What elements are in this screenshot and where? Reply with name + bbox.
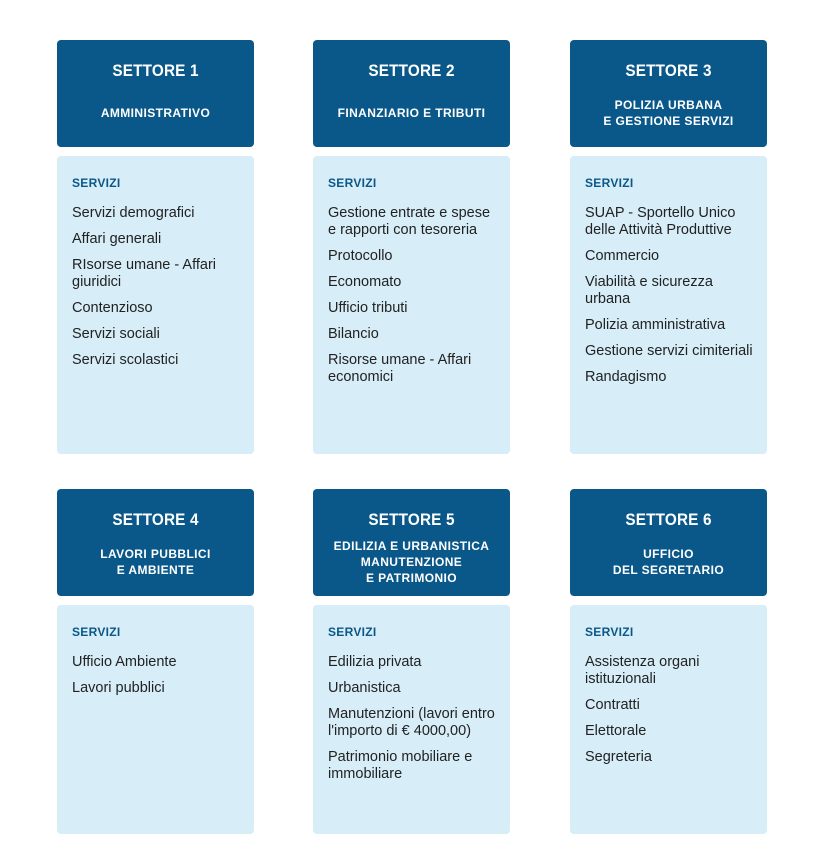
sector-subtitle: POLIZIA URBANA E GESTIONE SERVIZI bbox=[603, 97, 734, 128]
sector-title: SETTORE 1 bbox=[112, 61, 199, 80]
sector-subtitle: UFFICIO DEL SEGRETARIO bbox=[612, 546, 725, 577]
sector-title: SETTORE 3 bbox=[625, 61, 712, 80]
sector-header bbox=[570, 40, 767, 147]
list-item: Contratti bbox=[585, 697, 640, 713]
services-list bbox=[585, 654, 755, 775]
list-item: Commercio bbox=[585, 248, 660, 264]
list-item: Polizia amministrativa bbox=[585, 317, 726, 333]
services-list bbox=[72, 654, 242, 706]
services-list bbox=[585, 205, 755, 395]
list-item: Segreteria bbox=[585, 749, 652, 765]
list-item: Viabilità e sicurezza urbana bbox=[585, 274, 713, 307]
services-panel bbox=[570, 605, 767, 834]
services-list bbox=[328, 205, 498, 395]
sector-subtitle: FINANZIARIO E TRIBUTI bbox=[337, 105, 486, 120]
services-panel bbox=[57, 156, 254, 454]
services-panel bbox=[57, 605, 254, 834]
services-label: SERVIZI bbox=[328, 176, 377, 190]
list-item: Edilizia privata bbox=[328, 654, 422, 670]
sector-subtitle: AMMINISTRATIVO bbox=[100, 105, 211, 120]
list-item: Economato bbox=[328, 274, 402, 290]
list-item: Bilancio bbox=[328, 326, 379, 342]
list-item: RIsorse umane - Affari giuridici bbox=[72, 257, 216, 290]
sector-header bbox=[57, 489, 254, 596]
services-label: SERVIZI bbox=[72, 176, 121, 190]
list-item: Affari generali bbox=[72, 231, 162, 247]
sector-header bbox=[570, 489, 767, 596]
sector-header bbox=[57, 40, 254, 147]
services-panel bbox=[570, 156, 767, 454]
list-item: Manutenzioni (lavori entro l'importo di € 4000,00) bbox=[328, 706, 495, 739]
sector-title: SETTORE 6 bbox=[625, 510, 712, 529]
sector-header bbox=[313, 40, 510, 147]
services-label: SERVIZI bbox=[328, 625, 377, 639]
sector-title: SETTORE 4 bbox=[112, 510, 199, 529]
list-item: Contenzioso bbox=[72, 300, 153, 316]
list-item: Servizi scolastici bbox=[72, 352, 179, 368]
services-label: SERVIZI bbox=[72, 625, 121, 639]
services-panel bbox=[313, 605, 510, 834]
sector-subtitle: LAVORI PUBBLICI E AMBIENTE bbox=[100, 546, 211, 577]
list-item: Patrimonio mobiliare e immobiliare bbox=[328, 749, 473, 782]
list-item: SUAP - Sportello Unico delle Attività Produttive bbox=[585, 205, 736, 238]
sector-subtitle: EDILIZIA E URBANISTICA MANUTENZIONE E PATRIMONIO bbox=[333, 538, 490, 585]
services-label: SERVIZI bbox=[585, 625, 634, 639]
list-item: Risorse umane - Affari economici bbox=[328, 352, 472, 385]
list-item: Servizi sociali bbox=[72, 326, 160, 342]
list-item: Elettorale bbox=[585, 723, 647, 739]
list-item: Randagismo bbox=[585, 369, 667, 385]
sector-title: SETTORE 5 bbox=[368, 510, 455, 529]
services-list bbox=[328, 654, 498, 792]
sector-header bbox=[313, 489, 510, 596]
list-item: Gestione entrate e spese e rapporti con tesoreria bbox=[328, 205, 491, 238]
list-item: Servizi demografici bbox=[72, 205, 195, 221]
list-item: Protocollo bbox=[328, 248, 393, 264]
list-item: Ufficio Ambiente bbox=[72, 654, 177, 670]
services-label: SERVIZI bbox=[585, 176, 634, 190]
list-item: Gestione servizi cimiteriali bbox=[585, 343, 753, 359]
list-item: Urbanistica bbox=[328, 680, 401, 696]
list-item: Lavori pubblici bbox=[72, 680, 165, 696]
list-item: Ufficio tributi bbox=[328, 300, 408, 316]
list-item: Assistenza organi istituzionali bbox=[585, 654, 700, 687]
services-panel bbox=[313, 156, 510, 454]
sector-title: SETTORE 2 bbox=[368, 61, 455, 80]
services-list bbox=[72, 205, 242, 378]
